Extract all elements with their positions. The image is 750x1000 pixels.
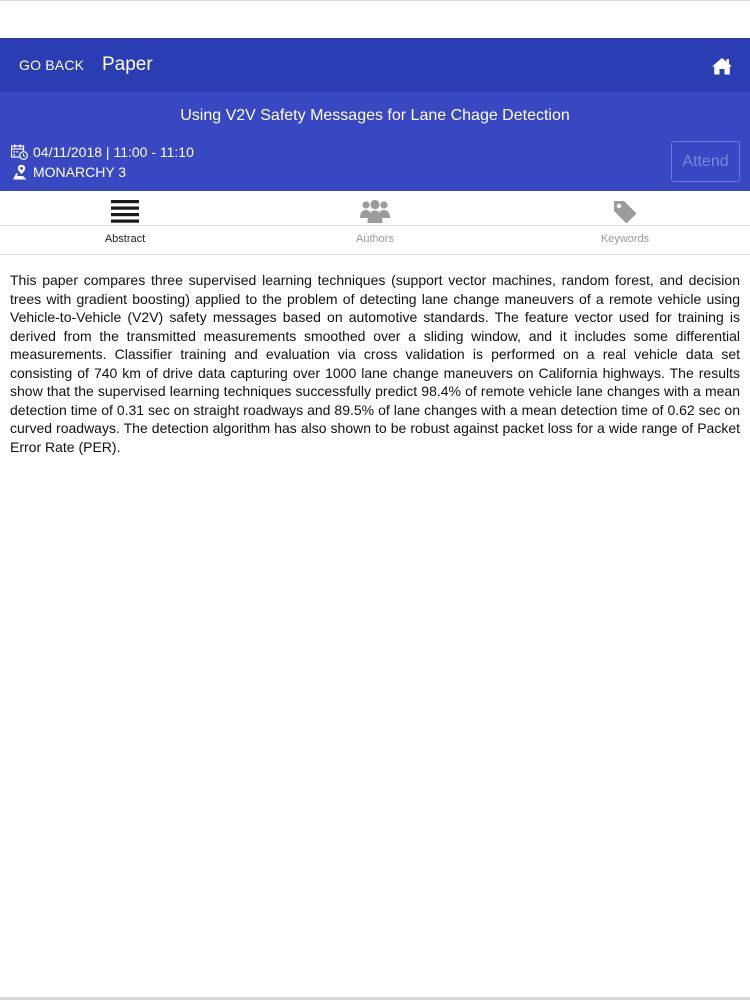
session-location [11, 163, 126, 181]
calendar-icon [11, 144, 28, 160]
map-pin-icon [11, 164, 28, 180]
tab-abstract-label: Abstract [104, 233, 146, 245]
session-title: Using V2V Safety Messages for Lane Chage Detection [180, 107, 570, 124]
abstract-text: This paper compares three supervised learning techniques (support vector machines, random forest, and decision trees with gradient boosting) applied to the problem of detecting lane change maneuvers of a remote vehicle using Vehicle-to-Vehicle (V2V) safety messages based on automotive standards. The feature vector used for training is derived from the transmitted measurements smoothed over a sliding window, and it includes some differential measurements. Classifier training and evaluation via cross validation is performed on a real vehicle data set consisting of 740 km of drive data capturing over 1000 lane change maneuvers on California highways. The results show that the supervised learning techniques successfully predict 98.4% of remote vehicle lane changes with a mean detection time of 0.31 sec on straight roadways and 89.5% of lane changes with a mean detection time of 0.62 sec on curved roadways. The detection algorithm has also shown to be robust against packet loss for a wide range of Packet Error Rate (PER). [10, 272, 740, 455]
tab-abstract[interactable] [0, 191, 250, 251]
tab-bar [0, 191, 750, 245]
users-icon [359, 199, 391, 225]
session-datetime-text: 04/11/2018 | 11:00 - 11:10 [33, 144, 194, 160]
tab-authors[interactable] [250, 191, 500, 251]
attend-button[interactable]: Attend [671, 141, 740, 182]
tab-keywords-label: Keywords [600, 233, 650, 245]
status-strip [0, 0, 750, 38]
page-title: Paper [102, 54, 153, 75]
tab-authors-label: Authors [356, 233, 394, 245]
list-icon [111, 199, 139, 223]
home-icon[interactable] [711, 56, 733, 76]
tab-keywords[interactable] [500, 191, 750, 251]
session-datetime [11, 143, 194, 161]
tab-divider [0, 254, 750, 255]
navbar [0, 38, 750, 92]
tag-icon [612, 199, 638, 225]
session-header [0, 92, 750, 191]
session-location-text: MONARCHY 3 [33, 164, 127, 180]
go-back-button[interactable]: GO BACK [19, 57, 85, 73]
